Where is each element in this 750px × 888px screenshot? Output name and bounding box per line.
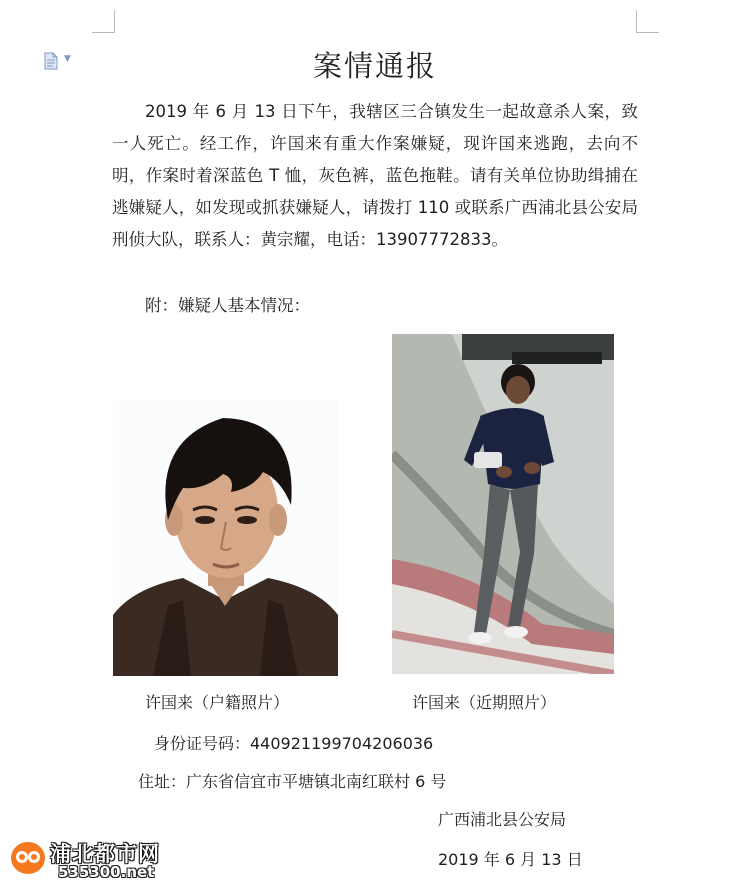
notice-paragraph: 2019 年 6 月 13 日下午，我辖区三合镇发生一起故意杀人案，致一人死亡。经工作，许国来有重大作案嫌疑，现许国来逃跑，去向不明，作案时着深蓝色 T 恤，灰色裤，蓝色拖鞋。请有关单位协助缉捕在逃嫌疑人，如发现或抓获嫌疑人，请拨打 110 或联系广西浦北县公安局刑侦大队，联系人：黄宗耀，电话：13907772833。	[112, 102, 638, 249]
site-watermark	[8, 836, 168, 884]
page-title: 案情通报	[312, 49, 437, 83]
issue-date: 2019 年 6 月 13 日	[438, 850, 583, 869]
watermark-site-url: 535300.net	[58, 863, 155, 881]
attachment-heading: 附：嫌疑人基本情况：	[145, 296, 310, 315]
notice-body	[112, 96, 638, 256]
address-line: 住址：广东省信宜市平塘镇北南红联村 6 号	[138, 772, 447, 791]
chevron-down-icon[interactable]: ▼	[64, 54, 71, 64]
issuer-name: 广西浦北县公安局	[438, 810, 567, 829]
street-illustration	[392, 334, 614, 674]
id-number-line: 身份证号码：440921199704206036	[154, 734, 434, 753]
suspect-recent-photo	[392, 334, 614, 674]
page-corner-mark-top-left	[92, 10, 115, 33]
watermark-site-name: 浦北都市网	[50, 842, 160, 866]
portrait-illustration	[113, 400, 338, 676]
recent-photo-caption: 许国来（近期照片）	[412, 693, 557, 712]
suspect-id-photo	[113, 400, 338, 676]
id-photo-caption: 许国来（户籍照片）	[145, 693, 290, 712]
page-corner-mark-top-right	[636, 10, 659, 33]
site-logo-icon	[8, 838, 48, 878]
